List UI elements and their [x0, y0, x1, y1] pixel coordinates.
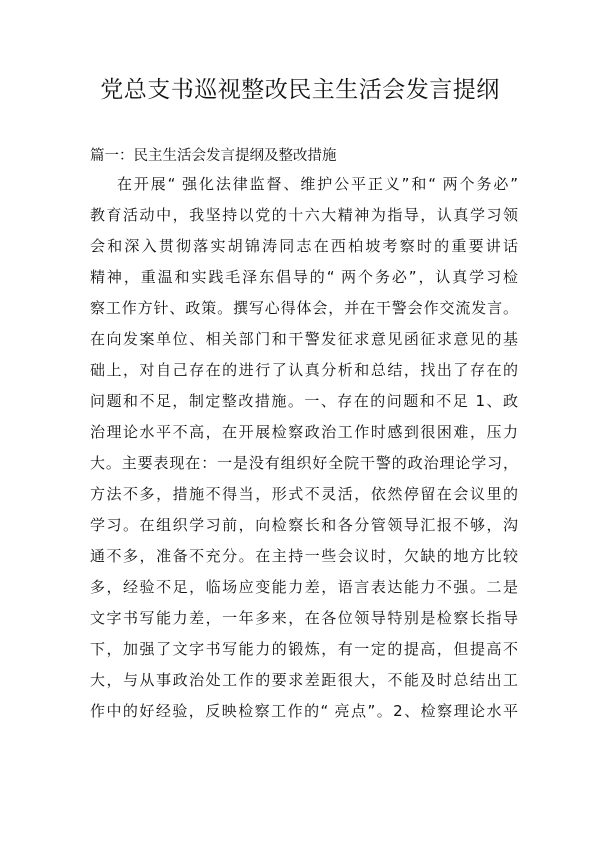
document-title: 党总支书巡视整改民主生活会发言提纲: [100, 77, 500, 103]
body-line: 础上，对自己存在的进行了认真分析和总结，找出了存在的: [90, 361, 518, 379]
body-line: 通不多，准备不充分。在主持一些会议时，欠缺的地方比较: [90, 547, 518, 565]
body-line: 在开展“ 强化法律监督、维护公平正义”和“ 两个务必”: [117, 175, 518, 193]
body-line: 治理论水平不高，在开展检察政治工作时感到很困难，压力: [90, 423, 518, 441]
body-line: 多，经验不足，临场应变能力差，语言表达能力不强。二是: [90, 578, 518, 596]
body-line: 问题和不足，制定整改措施。一、存在的问题和不足 1、政: [90, 392, 518, 410]
body-line: 在向发案单位、相关部门和干警发征求意见函征求意见的基: [90, 330, 518, 348]
body-line: 教育活动中，我坚持以党的十六大精神为指导，认真学习领: [90, 206, 518, 224]
body-line: 文字书写能力差，一年多来，在各位领导特别是检察长指导: [90, 609, 518, 627]
body-line: 方法不多，措施不得当，形式不灵活，依然停留在会议里的: [90, 485, 518, 503]
body-line: 大。主要表现在：一是没有组织好全院干警的政治理论学习，: [90, 454, 518, 472]
body-line: 会和深入贯彻落实胡锦涛同志在西柏坡考察时的重要讲话: [90, 237, 518, 255]
body-line: 学习。在组织学习前，向检察长和各分管领导汇报不够，沟: [90, 516, 518, 534]
section-heading: 篇一：民主生活会发言提纲及整改措施: [90, 148, 337, 164]
body-line: 精神，重温和实践毛泽东倡导的“ 两个务必”，认真学习检: [90, 268, 518, 286]
body-line: 大，与从事政治处工作的要求差距很大，不能及时总结出工: [90, 671, 518, 689]
body-line: 下，加强了文字书写能力的锻炼，有一定的提高，但提高不: [90, 640, 518, 658]
body-line: 作中的好经验，反映检察工作的“ 亮点”。2、检察理论水平: [90, 702, 518, 720]
body-line: 察工作方针、政策。撰写心得体会，并在干警会作交流发言。: [90, 299, 518, 317]
